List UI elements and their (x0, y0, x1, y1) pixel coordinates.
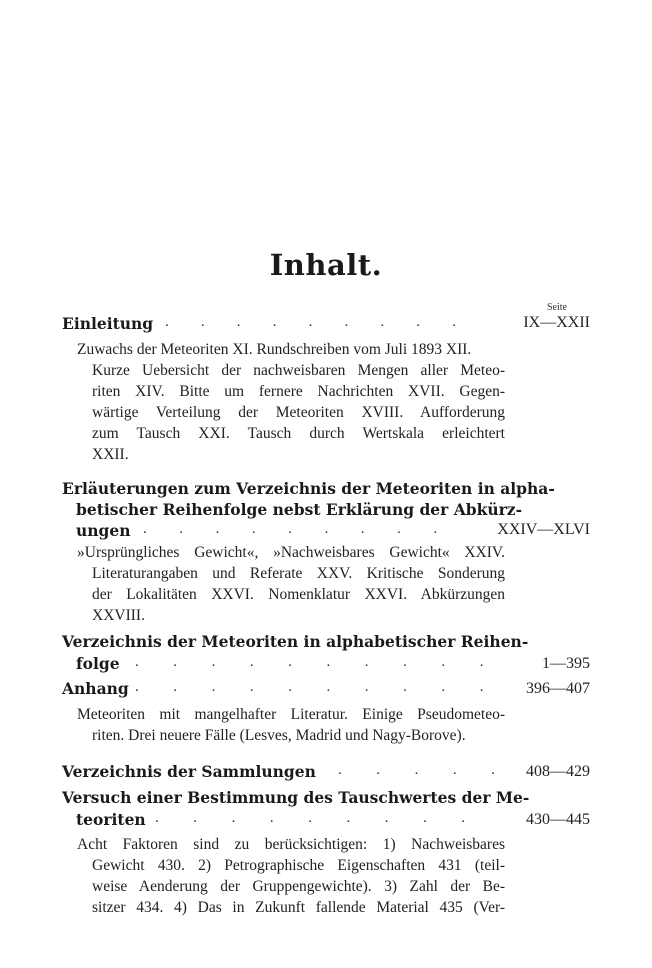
toc-entry-description: riten. Drei neuere Fälle (Lesves, Madrid und Nagy-Borove). (92, 727, 466, 744)
toc-entry-heading: ungen (76, 521, 131, 540)
dot-leader: . . . . . . . . . (165, 314, 471, 330)
toc-entry-description: der Lokalitäten XXVI. Nomenklatur XXVI. Abkürzungen (92, 586, 505, 603)
dot-leader: . . . . . . . . . (143, 521, 452, 537)
toc-entry-heading: folge (76, 654, 120, 673)
toc-entry-description: riten XIV. Bitte um fernere Nachrichten XVII. Gegen- (92, 383, 505, 400)
toc-entry-description: weise Aenderung der Gruppengewichte). 3) Zahl der Be- (92, 878, 505, 895)
toc-entry-heading: teoriten (76, 810, 146, 829)
page-title: Inhalt. (269, 248, 383, 282)
toc-entry-pages: 396—407 (526, 680, 590, 697)
toc-entry-heading: Verzeichnis der Sammlungen (62, 762, 316, 781)
dot-leader: . . . . . . . . . . (135, 654, 499, 670)
dot-leader: . . . . . . . . . (155, 810, 481, 826)
toc-entry-description: wärtige Verteilung der Meteoriten XVIII. Aufforderung (92, 404, 505, 421)
toc-entry-pages: XXIV—XLVI (497, 521, 590, 538)
toc-entry-pages: 408—429 (526, 763, 590, 780)
toc-entry-heading: Anhang (62, 679, 129, 698)
toc-entry-heading: Verzeichnis der Meteoriten in alphabetischer Reihen- (62, 632, 529, 651)
toc-entry-heading: Einleitung (62, 314, 154, 333)
toc-entry-description: Literaturangaben und Referate XXV. Kritische Sonderung (92, 565, 505, 582)
toc-entry-description: zum Tausch XXI. Tausch durch Wertskala erleichtert (92, 425, 505, 442)
toc-entry-description: Zuwachs der Meteoriten XI. Rundschreiben vom Juli 1893 XII. (77, 341, 472, 358)
dot-leader: . . . . . . . . . . (135, 679, 499, 695)
toc-entry-pages: 430—445 (526, 811, 590, 828)
toc-entry-description: Kurze Uebersicht der nachweisbaren Mengen aller Meteo- (92, 362, 505, 379)
page-column-header: Seite (547, 302, 567, 313)
toc-entry-heading: Erläuterungen zum Verzeichnis der Meteoriten in alpha- (62, 479, 555, 498)
toc-entry-description: Meteoriten mit mangelhafter Literatur. Einige Pseudometeo- (77, 706, 505, 723)
toc-entry-heading: Versuch einer Bestimmung des Tauschwertes der Me- (62, 788, 530, 807)
toc-entry-description: sitzer 434. 4) Das in Zukunft fallende Material 435 (Ver- (92, 899, 505, 916)
toc-entry-description: XXVIII. (92, 607, 145, 624)
toc-entry-description: Acht Faktoren sind zu berücksichtigen: 1) Nachweisbares (77, 836, 505, 853)
toc-entry-heading: betischer Reihenfolge nebst Erklärung der Abkürz- (76, 500, 523, 519)
toc-entry-description: Gewicht 430. 2) Petrographische Eigenschaften 431 (teil- (92, 857, 505, 874)
toc-entry-description: XXII. (92, 446, 129, 463)
toc-entry-pages: 1—395 (542, 655, 590, 672)
toc-entry-pages: IX—XXII (523, 314, 590, 331)
toc-entry-description: »Ursprüngliches Gewicht«, »Nachweisbares Gewicht« XXIV. (77, 544, 505, 561)
dot-leader: . . . . . (338, 762, 511, 778)
